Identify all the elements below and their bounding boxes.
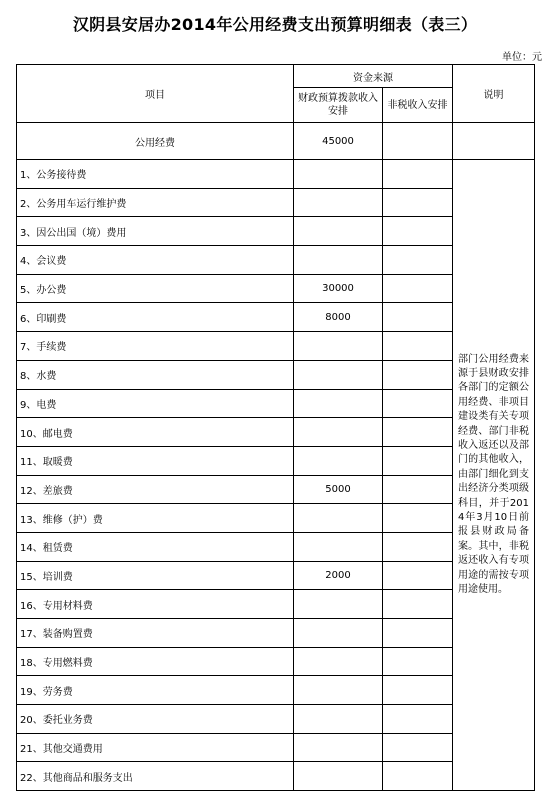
header-note: 说明 xyxy=(453,65,535,123)
row-label: 11、取暖费 xyxy=(17,446,294,475)
row-label: 16、专用材料费 xyxy=(17,590,294,619)
row-non-tax xyxy=(383,389,453,418)
row-label: 2、公务用车运行维护费 xyxy=(17,188,294,217)
row-fiscal: 30000 xyxy=(294,274,383,303)
row-label: 6、印刷费 xyxy=(17,303,294,332)
row-fiscal xyxy=(294,446,383,475)
row-label: 10、邮电费 xyxy=(17,418,294,447)
row-fiscal xyxy=(294,418,383,447)
row-non-tax xyxy=(383,561,453,590)
header-fund-source: 资金来源 xyxy=(294,65,453,88)
row-fiscal xyxy=(294,647,383,676)
row-fiscal xyxy=(294,360,383,389)
row-label: 20、委托业务费 xyxy=(17,705,294,734)
row-non-tax xyxy=(383,705,453,734)
row-non-tax xyxy=(383,188,453,217)
row-non-tax xyxy=(383,160,453,189)
row-non-tax xyxy=(383,676,453,705)
header-non-tax: 非税收入安排 xyxy=(383,88,453,123)
row-fiscal xyxy=(294,389,383,418)
row-fiscal: 5000 xyxy=(294,475,383,504)
row-non-tax xyxy=(383,590,453,619)
row-non-tax xyxy=(383,360,453,389)
row-fiscal xyxy=(294,504,383,533)
page-title: 汉阴县安居办2014年公用经费支出预算明细表（表三） xyxy=(72,15,478,34)
row-label: 12、差旅费 xyxy=(17,475,294,504)
row-fiscal xyxy=(294,733,383,762)
row-fiscal xyxy=(294,160,383,189)
row-label: 1、公务接待费 xyxy=(17,160,294,189)
row-fiscal xyxy=(294,619,383,648)
total-row xyxy=(17,123,535,160)
row-non-tax xyxy=(383,619,453,648)
row-fiscal xyxy=(294,532,383,561)
row-non-tax xyxy=(383,532,453,561)
row-non-tax xyxy=(383,217,453,246)
row-non-tax xyxy=(383,303,453,332)
row-label: 22、其他商品和服务支出 xyxy=(17,762,294,791)
row-fiscal xyxy=(294,705,383,734)
row-non-tax xyxy=(383,418,453,447)
row-non-tax xyxy=(383,274,453,303)
row-fiscal xyxy=(294,762,383,791)
row-label: 14、租赁费 xyxy=(17,532,294,561)
row-label: 19、劳务费 xyxy=(17,676,294,705)
row-label: 7、手续费 xyxy=(17,332,294,361)
row-label: 9、电费 xyxy=(17,389,294,418)
row-label: 21、其他交通费用 xyxy=(17,733,294,762)
total-fiscal: 45000 xyxy=(294,123,383,160)
expense-table xyxy=(16,64,535,791)
row-non-tax xyxy=(383,733,453,762)
total-note-cell xyxy=(453,123,535,160)
row-fiscal xyxy=(294,332,383,361)
row-label: 17、装备购置费 xyxy=(17,619,294,648)
total-non-tax xyxy=(383,123,453,160)
row-label: 13、维修（护）费 xyxy=(17,504,294,533)
row-label: 18、专用燃料费 xyxy=(17,647,294,676)
header-fiscal: 财政预算拨款收入安排 xyxy=(294,88,383,123)
row-fiscal xyxy=(294,217,383,246)
table-row xyxy=(17,160,535,189)
row-fiscal xyxy=(294,188,383,217)
row-label: 3、因公出国（境）费用 xyxy=(17,217,294,246)
row-label: 15、培训费 xyxy=(17,561,294,590)
row-fiscal: 2000 xyxy=(294,561,383,590)
row-fiscal xyxy=(294,676,383,705)
row-non-tax xyxy=(383,246,453,275)
row-non-tax xyxy=(383,504,453,533)
unit-label: 单位：元 xyxy=(502,52,542,63)
note-text: 部门公用经费来源于县财政安排各部门的定额公用经费、非项目建设类有关专项经费、部门非税收入返还以及部门的其他收入，由部门细化到支出经济分类项级科目，并于2014年3月10日前报县财政局备案。其中，非税返还收入有专项用途的需按专项用途使用。 xyxy=(453,160,535,791)
row-non-tax xyxy=(383,446,453,475)
header-item: 项目 xyxy=(17,65,294,123)
row-non-tax xyxy=(383,762,453,791)
row-label: 8、水费 xyxy=(17,360,294,389)
row-label: 5、办公费 xyxy=(17,274,294,303)
row-fiscal: 8000 xyxy=(294,303,383,332)
row-non-tax xyxy=(383,647,453,676)
row-fiscal xyxy=(294,246,383,275)
total-label: 公用经费 xyxy=(17,123,294,160)
row-fiscal xyxy=(294,590,383,619)
row-non-tax xyxy=(383,475,453,504)
row-label: 4、会议费 xyxy=(17,246,294,275)
row-non-tax xyxy=(383,332,453,361)
